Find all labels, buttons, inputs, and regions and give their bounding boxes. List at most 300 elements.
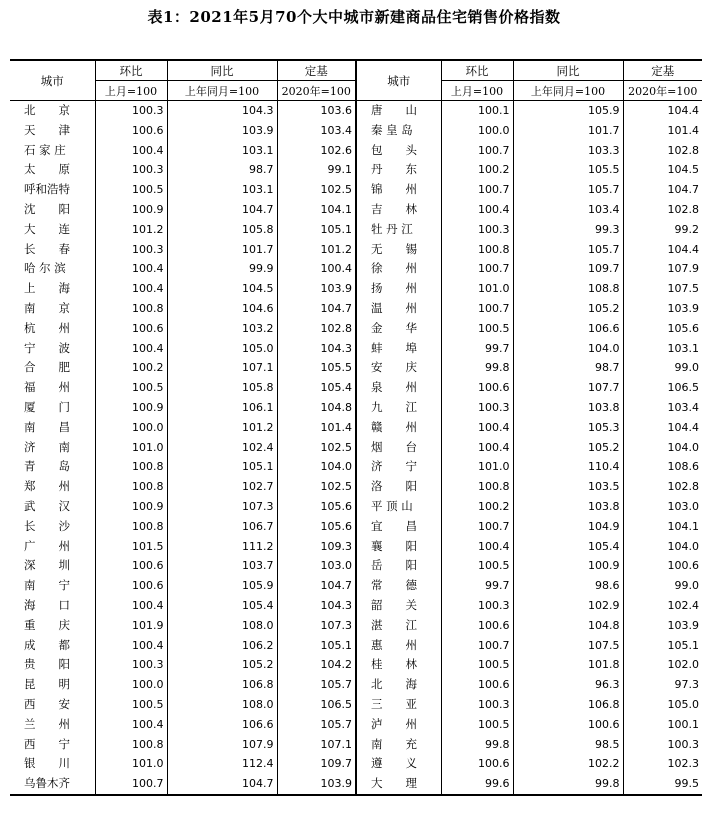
table-row [10, 576, 702, 596]
yoy-value: 108.0 [167, 695, 277, 715]
table-row [10, 675, 702, 695]
base-value: 104.5 [623, 160, 702, 180]
yoy-value: 106.6 [167, 715, 277, 735]
yoy-value: 105.4 [167, 596, 277, 616]
city-name: 韶 关 [356, 596, 441, 616]
mom-value: 100.8 [95, 299, 167, 319]
city-name: 银 川 [24, 756, 70, 771]
base-value: 103.4 [277, 121, 356, 141]
city-name: 广 州 [24, 538, 70, 553]
city-name: 长 春 [24, 241, 70, 256]
base-value: 99.1 [277, 160, 356, 180]
yoy-value: 111.2 [167, 537, 277, 557]
city-name: 西 安 [24, 696, 70, 711]
yoy-value: 103.8 [513, 398, 623, 418]
mom-value: 99.7 [441, 576, 513, 596]
page-title: 表1：2021年5月70个大中城市新建商品住宅销售价格指数 [147, 8, 561, 26]
table-row [10, 259, 702, 279]
mom-value: 100.3 [95, 655, 167, 675]
mom-value: 100.5 [95, 180, 167, 200]
city-name: 宁 波 [24, 340, 70, 355]
base-value: 103.0 [277, 556, 356, 576]
mom-value: 101.5 [95, 537, 167, 557]
mom-value: 100.3 [441, 695, 513, 715]
mom-value: 101.0 [95, 438, 167, 458]
base-value: 105.1 [623, 636, 702, 656]
mom-value: 100.7 [441, 299, 513, 319]
base-value: 104.3 [277, 339, 356, 359]
mom-value: 100.4 [95, 141, 167, 161]
table-row [10, 378, 702, 398]
yoy-value: 110.4 [513, 457, 623, 477]
yoy-value: 103.2 [167, 319, 277, 339]
base-value: 104.2 [277, 655, 356, 675]
base-value: 101.4 [277, 418, 356, 438]
city-name: 遵 义 [356, 754, 441, 774]
base-value: 102.0 [623, 655, 702, 675]
header-yoy-2: 同比 [513, 60, 623, 81]
base-value: 100.4 [277, 259, 356, 279]
mom-value: 100.4 [441, 200, 513, 220]
yoy-value: 105.4 [513, 537, 623, 557]
yoy-value: 107.7 [513, 378, 623, 398]
yoy-value: 101.2 [167, 418, 277, 438]
mom-value: 100.1 [441, 101, 513, 121]
yoy-value: 106.8 [167, 675, 277, 695]
yoy-value: 104.5 [167, 279, 277, 299]
base-value: 105.1 [277, 636, 356, 656]
mom-value: 100.9 [95, 200, 167, 220]
yoy-value: 104.0 [513, 339, 623, 359]
table-row [10, 556, 702, 576]
yoy-value: 105.3 [513, 418, 623, 438]
base-value: 102.8 [623, 141, 702, 161]
base-value: 105.7 [277, 675, 356, 695]
mom-value: 99.8 [441, 358, 513, 378]
city-name: 海 口 [24, 597, 70, 612]
base-value: 104.4 [623, 240, 702, 260]
mom-value: 100.7 [95, 774, 167, 795]
base-value: 109.7 [277, 754, 356, 774]
header-mom-sub: 上月=100 [95, 81, 167, 101]
city-name: 武 汉 [24, 498, 70, 513]
header-yoy-sub-2: 上年同月=100 [513, 81, 623, 101]
mom-value: 100.7 [441, 141, 513, 161]
yoy-value: 104.3 [167, 101, 277, 121]
base-value: 103.9 [623, 299, 702, 319]
yoy-value: 106.2 [167, 636, 277, 656]
city-name: 南 充 [356, 735, 441, 755]
table-row [10, 596, 702, 616]
city-name: 平 顶 山 [356, 497, 441, 517]
table-row [10, 537, 702, 557]
yoy-value: 99.9 [167, 259, 277, 279]
mom-value: 100.6 [95, 576, 167, 596]
header-base-2: 定基 [623, 60, 702, 81]
yoy-value: 103.9 [167, 121, 277, 141]
yoy-value: 105.1 [167, 457, 277, 477]
base-value: 100.3 [623, 735, 702, 755]
yoy-value: 108.8 [513, 279, 623, 299]
yoy-value: 101.7 [167, 240, 277, 260]
base-value: 102.8 [623, 200, 702, 220]
city-name: 南 昌 [24, 419, 70, 434]
table-row [10, 339, 702, 359]
header-base: 定基 [277, 60, 356, 81]
city-name: 安 庆 [356, 358, 441, 378]
table-row [10, 319, 702, 339]
table-row [10, 735, 702, 755]
mom-value: 100.5 [441, 556, 513, 576]
mom-value: 100.4 [441, 438, 513, 458]
yoy-value: 103.1 [167, 180, 277, 200]
base-value: 102.5 [277, 438, 356, 458]
mom-value: 100.7 [441, 180, 513, 200]
mom-value: 100.7 [441, 517, 513, 537]
mom-value: 99.8 [441, 735, 513, 755]
mom-value: 100.6 [95, 121, 167, 141]
city-name: 哈 尔 滨 [24, 261, 66, 276]
base-value: 105.6 [277, 497, 356, 517]
city-name: 岳 阳 [356, 556, 441, 576]
mom-value: 101.2 [95, 220, 167, 240]
mom-value: 100.9 [95, 398, 167, 418]
city-name: 合 肥 [24, 360, 70, 375]
table-row [10, 457, 702, 477]
header-city-2: 城市 [356, 60, 441, 101]
table-row [10, 636, 702, 656]
table-row [10, 279, 702, 299]
city-name: 大 理 [356, 774, 441, 795]
city-name: 常 德 [356, 576, 441, 596]
table-row [10, 418, 702, 438]
yoy-value: 104.7 [167, 774, 277, 795]
table-row [10, 121, 702, 141]
city-name: 重 庆 [24, 617, 70, 632]
city-name: 上 海 [24, 281, 70, 296]
city-name: 大 连 [24, 221, 70, 236]
table-row [10, 754, 702, 774]
table-row [10, 141, 702, 161]
base-value: 104.1 [277, 200, 356, 220]
mom-value: 100.8 [441, 240, 513, 260]
mom-value: 100.5 [441, 319, 513, 339]
table-row [10, 497, 702, 517]
mom-value: 100.8 [441, 477, 513, 497]
base-value: 106.5 [277, 695, 356, 715]
city-name: 杭 州 [24, 320, 70, 335]
table-row [10, 299, 702, 319]
table-row [10, 220, 702, 240]
base-value: 100.1 [623, 715, 702, 735]
mom-value: 101.0 [441, 279, 513, 299]
table-row [10, 655, 702, 675]
mom-value: 100.3 [95, 101, 167, 121]
table-row [10, 616, 702, 636]
city-name: 温 州 [356, 299, 441, 319]
city-name: 兰 州 [24, 716, 70, 731]
city-name: 徐 州 [356, 259, 441, 279]
base-value: 107.5 [623, 279, 702, 299]
city-name: 蚌 埠 [356, 339, 441, 359]
yoy-value: 106.1 [167, 398, 277, 418]
base-value: 102.8 [623, 477, 702, 497]
header-yoy-sub: 上年同月=100 [167, 81, 277, 101]
yoy-value: 103.4 [513, 200, 623, 220]
base-value: 104.3 [277, 596, 356, 616]
mom-value: 100.6 [441, 378, 513, 398]
city-name: 太 原 [24, 162, 70, 177]
city-name: 北 京 [24, 103, 70, 117]
base-value: 100.6 [623, 556, 702, 576]
yoy-value: 105.7 [513, 240, 623, 260]
base-value: 108.6 [623, 457, 702, 477]
base-value: 104.7 [277, 299, 356, 319]
yoy-value: 104.9 [513, 517, 623, 537]
yoy-value: 103.1 [167, 141, 277, 161]
yoy-value: 104.7 [167, 200, 277, 220]
mom-value: 100.2 [95, 358, 167, 378]
mom-value: 100.5 [95, 695, 167, 715]
base-value: 103.9 [277, 279, 356, 299]
mom-value: 100.4 [95, 339, 167, 359]
price-index-table [10, 59, 702, 796]
city-name: 扬 州 [356, 279, 441, 299]
mom-value: 100.8 [95, 517, 167, 537]
base-value: 102.5 [277, 180, 356, 200]
yoy-value: 105.8 [167, 220, 277, 240]
yoy-value: 102.7 [167, 477, 277, 497]
base-value: 105.6 [623, 319, 702, 339]
base-value: 103.9 [623, 616, 702, 636]
yoy-value: 98.6 [513, 576, 623, 596]
city-name: 长 沙 [24, 518, 70, 533]
table-row [10, 180, 702, 200]
mom-value: 100.3 [441, 596, 513, 616]
city-name: 贵 阳 [24, 657, 70, 672]
yoy-value: 105.9 [513, 101, 623, 121]
table-row [10, 477, 702, 497]
base-value: 103.1 [623, 339, 702, 359]
city-name: 昆 明 [24, 677, 70, 692]
city-name: 深 圳 [24, 558, 70, 573]
base-value: 104.7 [277, 576, 356, 596]
mom-value: 100.4 [441, 537, 513, 557]
yoy-value: 107.9 [167, 735, 277, 755]
city-name: 锦 州 [356, 180, 441, 200]
city-name: 南 京 [24, 300, 70, 315]
header-city: 城市 [10, 60, 95, 101]
mom-value: 100.4 [95, 715, 167, 735]
mom-value: 100.4 [95, 279, 167, 299]
base-value: 101.4 [623, 121, 702, 141]
base-value: 107.3 [277, 616, 356, 636]
table-row [10, 517, 702, 537]
city-name: 牡 丹 江 [356, 220, 441, 240]
city-name: 泉 州 [356, 378, 441, 398]
city-name: 丹 东 [356, 160, 441, 180]
yoy-value: 106.6 [513, 319, 623, 339]
yoy-value: 98.7 [513, 358, 623, 378]
mom-value: 100.4 [441, 418, 513, 438]
yoy-value: 103.5 [513, 477, 623, 497]
yoy-value: 105.8 [167, 378, 277, 398]
city-name: 呼和浩特 [24, 182, 70, 197]
base-value: 103.6 [277, 101, 356, 121]
city-name: 南 宁 [24, 578, 70, 593]
base-value: 106.5 [623, 378, 702, 398]
city-name: 济 宁 [356, 457, 441, 477]
yoy-value: 107.1 [167, 358, 277, 378]
base-value: 99.2 [623, 220, 702, 240]
base-value: 102.4 [623, 596, 702, 616]
yoy-value: 108.0 [167, 616, 277, 636]
mom-value: 100.0 [95, 675, 167, 695]
mom-value: 100.5 [441, 655, 513, 675]
table-body [10, 101, 702, 795]
mom-value: 101.9 [95, 616, 167, 636]
mom-value: 100.0 [441, 121, 513, 141]
base-value: 105.6 [277, 517, 356, 537]
city-name: 湛 江 [356, 616, 441, 636]
table-row [10, 358, 702, 378]
mom-value: 101.0 [95, 754, 167, 774]
mom-value: 100.8 [95, 735, 167, 755]
mom-value: 100.9 [95, 497, 167, 517]
base-value: 101.2 [277, 240, 356, 260]
base-value: 104.8 [277, 398, 356, 418]
yoy-value: 103.7 [167, 556, 277, 576]
mom-value: 100.4 [95, 596, 167, 616]
yoy-value: 106.7 [167, 517, 277, 537]
yoy-value: 105.2 [513, 438, 623, 458]
city-name: 沈 阳 [24, 201, 70, 216]
mom-value: 100.6 [441, 754, 513, 774]
table-row [10, 240, 702, 260]
yoy-value: 101.8 [513, 655, 623, 675]
city-name: 烟 台 [356, 438, 441, 458]
base-value: 104.0 [623, 537, 702, 557]
base-value: 99.5 [623, 774, 702, 795]
yoy-value: 99.8 [513, 774, 623, 795]
city-name: 北 海 [356, 675, 441, 695]
base-value: 99.0 [623, 358, 702, 378]
base-value: 104.0 [277, 457, 356, 477]
yoy-value: 107.5 [513, 636, 623, 656]
yoy-value: 98.7 [167, 160, 277, 180]
mom-value: 100.6 [95, 556, 167, 576]
base-value: 105.5 [277, 358, 356, 378]
table-row [10, 774, 702, 795]
city-name: 厦 门 [24, 399, 70, 414]
yoy-value: 96.3 [513, 675, 623, 695]
city-name: 郑 州 [24, 479, 70, 494]
yoy-value: 103.3 [513, 141, 623, 161]
base-value: 107.9 [623, 259, 702, 279]
base-value: 102.3 [623, 754, 702, 774]
yoy-value: 112.4 [167, 754, 277, 774]
mom-value: 100.3 [95, 240, 167, 260]
mom-value: 99.7 [441, 339, 513, 359]
mom-value: 100.4 [95, 636, 167, 656]
city-name: 吉 林 [356, 200, 441, 220]
mom-value: 100.5 [95, 378, 167, 398]
base-value: 102.5 [277, 477, 356, 497]
mom-value: 100.6 [441, 616, 513, 636]
header-yoy: 同比 [167, 60, 277, 81]
yoy-value: 98.5 [513, 735, 623, 755]
yoy-value: 105.9 [167, 576, 277, 596]
mom-value: 100.2 [441, 497, 513, 517]
yoy-value: 101.7 [513, 121, 623, 141]
mom-value: 100.0 [95, 418, 167, 438]
mom-value: 100.3 [95, 160, 167, 180]
table-row [10, 101, 702, 121]
mom-value: 100.8 [95, 477, 167, 497]
table-row [10, 695, 702, 715]
mom-value: 100.6 [95, 319, 167, 339]
city-name: 天 津 [24, 122, 70, 137]
city-name: 青 岛 [24, 459, 70, 474]
yoy-value: 109.7 [513, 259, 623, 279]
yoy-value: 105.7 [513, 180, 623, 200]
mom-value: 99.6 [441, 774, 513, 795]
base-value: 99.0 [623, 576, 702, 596]
base-value: 104.4 [623, 418, 702, 438]
base-value: 103.9 [277, 774, 356, 795]
city-name: 乌鲁木齐 [10, 774, 95, 795]
yoy-value: 105.2 [513, 299, 623, 319]
yoy-value: 105.5 [513, 160, 623, 180]
yoy-value: 100.6 [513, 715, 623, 735]
base-value: 103.0 [623, 497, 702, 517]
city-name: 宜 昌 [356, 517, 441, 537]
yoy-value: 104.6 [167, 299, 277, 319]
city-name: 秦 皇 岛 [356, 121, 441, 141]
city-name: 三 亚 [356, 695, 441, 715]
mom-value: 100.6 [441, 675, 513, 695]
mom-value: 101.0 [441, 457, 513, 477]
header-mom-sub-2: 上月=100 [441, 81, 513, 101]
base-value: 105.1 [277, 220, 356, 240]
header-base-sub: 2020年=100 [277, 81, 356, 101]
base-value: 102.8 [277, 319, 356, 339]
city-name: 福 州 [24, 380, 70, 395]
mom-value: 100.2 [441, 160, 513, 180]
yoy-value: 102.9 [513, 596, 623, 616]
yoy-value: 103.8 [513, 497, 623, 517]
base-value: 109.3 [277, 537, 356, 557]
mom-value: 100.5 [441, 715, 513, 735]
table-row [10, 438, 702, 458]
table-row [10, 160, 702, 180]
header-mom: 环比 [95, 60, 167, 81]
yoy-value: 100.9 [513, 556, 623, 576]
yoy-value: 106.8 [513, 695, 623, 715]
yoy-value: 105.2 [167, 655, 277, 675]
mom-value: 100.4 [95, 259, 167, 279]
city-name: 济 南 [24, 439, 70, 454]
mom-value: 100.3 [441, 398, 513, 418]
city-name: 桂 林 [356, 655, 441, 675]
city-name: 惠 州 [356, 636, 441, 656]
city-name: 成 都 [24, 637, 70, 652]
city-name: 包 头 [356, 141, 441, 161]
header-base-sub-2: 2020年=100 [623, 81, 702, 101]
base-value: 105.7 [277, 715, 356, 735]
base-value: 104.4 [623, 101, 702, 121]
base-value: 104.0 [623, 438, 702, 458]
